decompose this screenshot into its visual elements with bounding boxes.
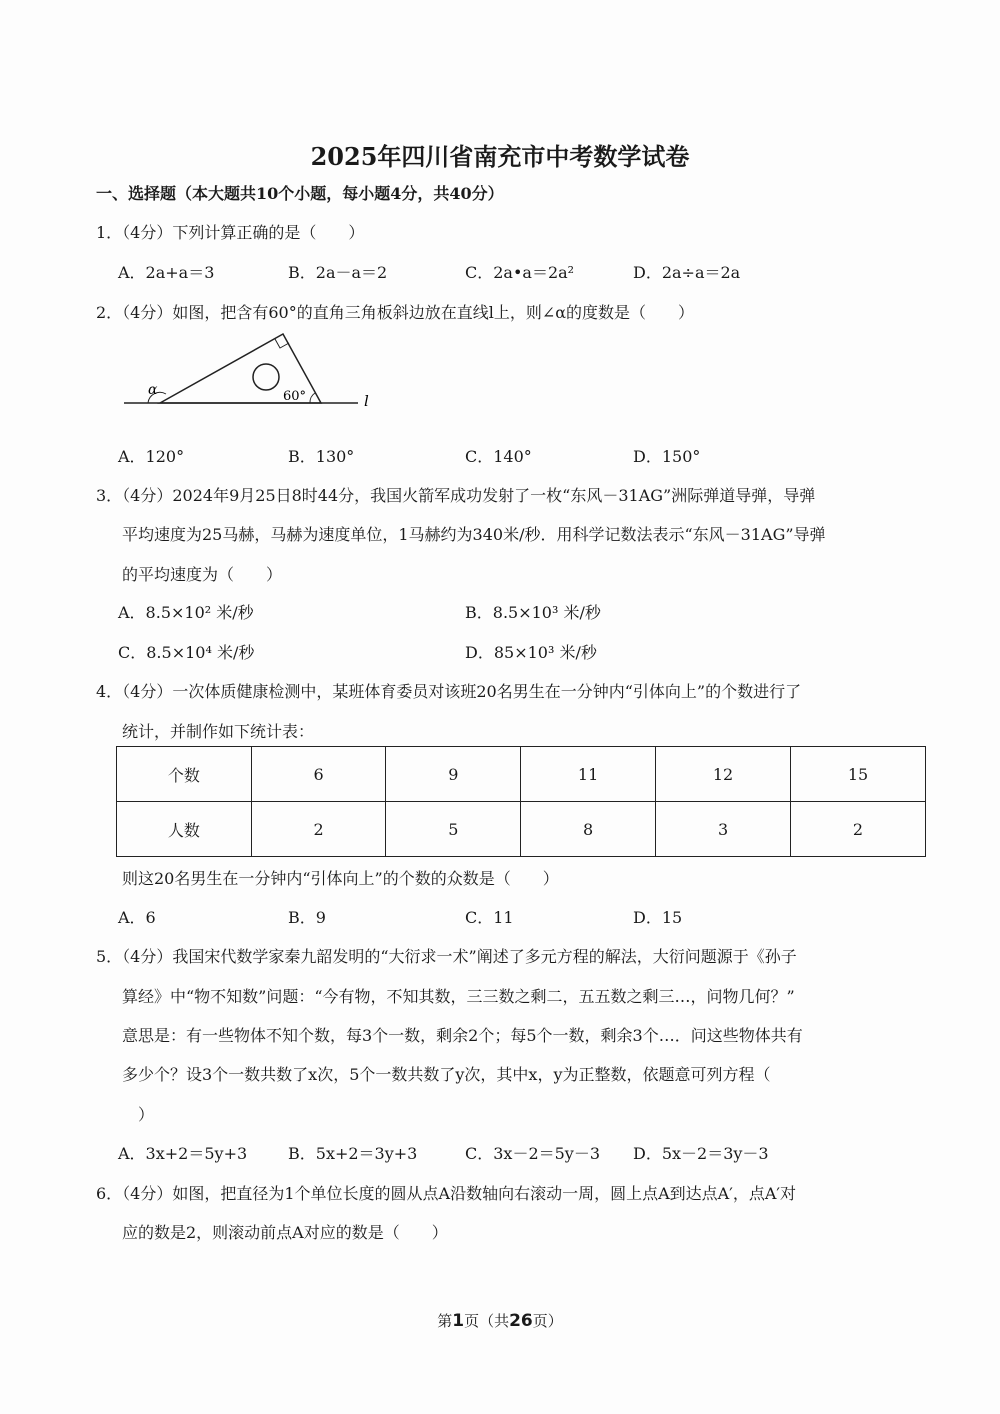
q3-option-d: D．85×10³ 米/秒 (465, 643, 597, 662)
footer-prefix: 第 (437, 1312, 453, 1330)
q2-option-b: B．130° (288, 447, 355, 466)
table-cell: 3 (656, 802, 791, 857)
table-cell: 12 (656, 747, 791, 802)
sixty-label: 60° (283, 389, 307, 404)
table-cell: 人数 (117, 802, 252, 857)
total-pages: 26 (509, 1311, 533, 1331)
q5-option-a: A．3x+2＝5y+3 (118, 1144, 248, 1163)
alpha-label: α (148, 382, 158, 398)
stats-table (116, 746, 926, 857)
question-2: 2．（4分）如图，把含有60°的直角三角板斜边放在直线l上，则∠α的度数是（ ） (96, 303, 695, 322)
sixty-arc (310, 393, 315, 403)
q5-option-b: B．5x+2＝3y+3 (288, 1144, 418, 1163)
q4-option-c: C．11 (465, 908, 514, 927)
footer-middle: 页（共 (464, 1312, 510, 1330)
table-cell: 15 (791, 747, 926, 802)
question-5-line-3: 意思是：有一些物体不知个数，每3个一数，剩余2个；每5个一数，剩余3个…．问这些物体共有 (122, 1026, 803, 1045)
question-5-line-1: 5．（4分）我国宋代数学家秦九韶发明的“大衍求一术”阐述了多元方程的解法，大衍问题源于《孙子 (96, 947, 797, 966)
table-cell: 2 (791, 802, 926, 857)
question-1: 1．（4分）下列计算正确的是（ ） (96, 223, 365, 242)
q2-option-d: D．150° (633, 447, 701, 466)
q3-option-a: A．8.5×10² 米/秒 (118, 603, 254, 622)
q3-option-b: B．8.5×10³ 米/秒 (465, 603, 601, 622)
q5-option-d: D．5x－2＝3y－3 (633, 1144, 769, 1163)
question-3-line-3: 的平均速度为（ ） (122, 565, 283, 584)
page-title: 2025年四川省南充市中考数学试卷 (310, 142, 690, 171)
line-label: l (364, 392, 369, 410)
question-6-line-1: 6．（4分）如图，把直径为1个单位长度的圆从点A沿数轴向右滚动一周，圆上点A到达点A′，点A′对 (96, 1184, 797, 1203)
page-number: 1 (452, 1311, 465, 1331)
question-3-line-2: 平均速度为25马赫，马赫为速度单位，1马赫约为340米/秒．用科学记数法表示“东风－31AG”导弹 (122, 525, 826, 544)
question-4-line-1: 4．（4分）一次体质健康检测中，某班体育委员对该班20名男生在一分钟内“引体向上”的个数进行了 (96, 682, 802, 701)
table-cell: 5 (386, 802, 521, 857)
table-cell: 2 (251, 802, 386, 857)
q2-option-c: C．140° (465, 447, 532, 466)
question-5-line-4: 多少个？设3个一数共数了x次，5个一数共数了y次，其中x，y为正整数，依题意可列方程（ (122, 1065, 771, 1084)
question-4-line-2: 统计，并制作如下统计表： (122, 722, 315, 741)
table-row (117, 747, 926, 802)
table-cell: 8 (521, 802, 656, 857)
table-cell: 9 (386, 747, 521, 802)
q1-option-b: B．2a－a＝2 (288, 263, 388, 282)
q4-option-a: A．6 (118, 908, 156, 927)
q3-option-c: C．8.5×10⁴ 米/秒 (118, 643, 255, 662)
q2-option-a: A．120° (118, 447, 185, 466)
question-3-line-1: 3．（4分）2024年9月25日8时44分，我国火箭军成功发射了一枚“东风－31AG”洲际弹道导弹，导弹 (96, 486, 816, 505)
question-5-line-2: 算经》中“物不知数”问题：“今有物，不知其数，三三数之剩二，五五数之剩三…，问物几何？” (122, 987, 795, 1006)
triangle-hole (253, 364, 279, 390)
q4-option-d: D．15 (633, 908, 683, 927)
q1-option-d: D．2a÷a＝2a (633, 263, 741, 282)
table-row (117, 802, 926, 857)
table-cell: 11 (521, 747, 656, 802)
table-cell: 6 (251, 747, 386, 802)
q5-option-c: C．3x－2＝5y－3 (465, 1144, 601, 1163)
question-6-line-2: 应的数是2，则滚动前点A对应的数是（ ） (122, 1223, 448, 1242)
question-5-line-5: ） (138, 1105, 155, 1124)
question-4-after: 则这20名男生在一分钟内“引体向上”的个数的众数是（ ） (122, 869, 559, 888)
section-heading: 一、选择题（本大题共10个小题，每小题4分，共40分） (96, 184, 504, 203)
table-cell: 个数 (117, 747, 252, 802)
page-footer (0, 1310, 1000, 1331)
q1-option-c: C．2a•a＝2a² (465, 263, 575, 282)
triangle-figure (118, 328, 378, 410)
q1-option-a: A．2a+a＝3 (118, 263, 215, 282)
footer-suffix: 页） (532, 1312, 563, 1330)
q4-option-b: B．9 (288, 908, 326, 927)
